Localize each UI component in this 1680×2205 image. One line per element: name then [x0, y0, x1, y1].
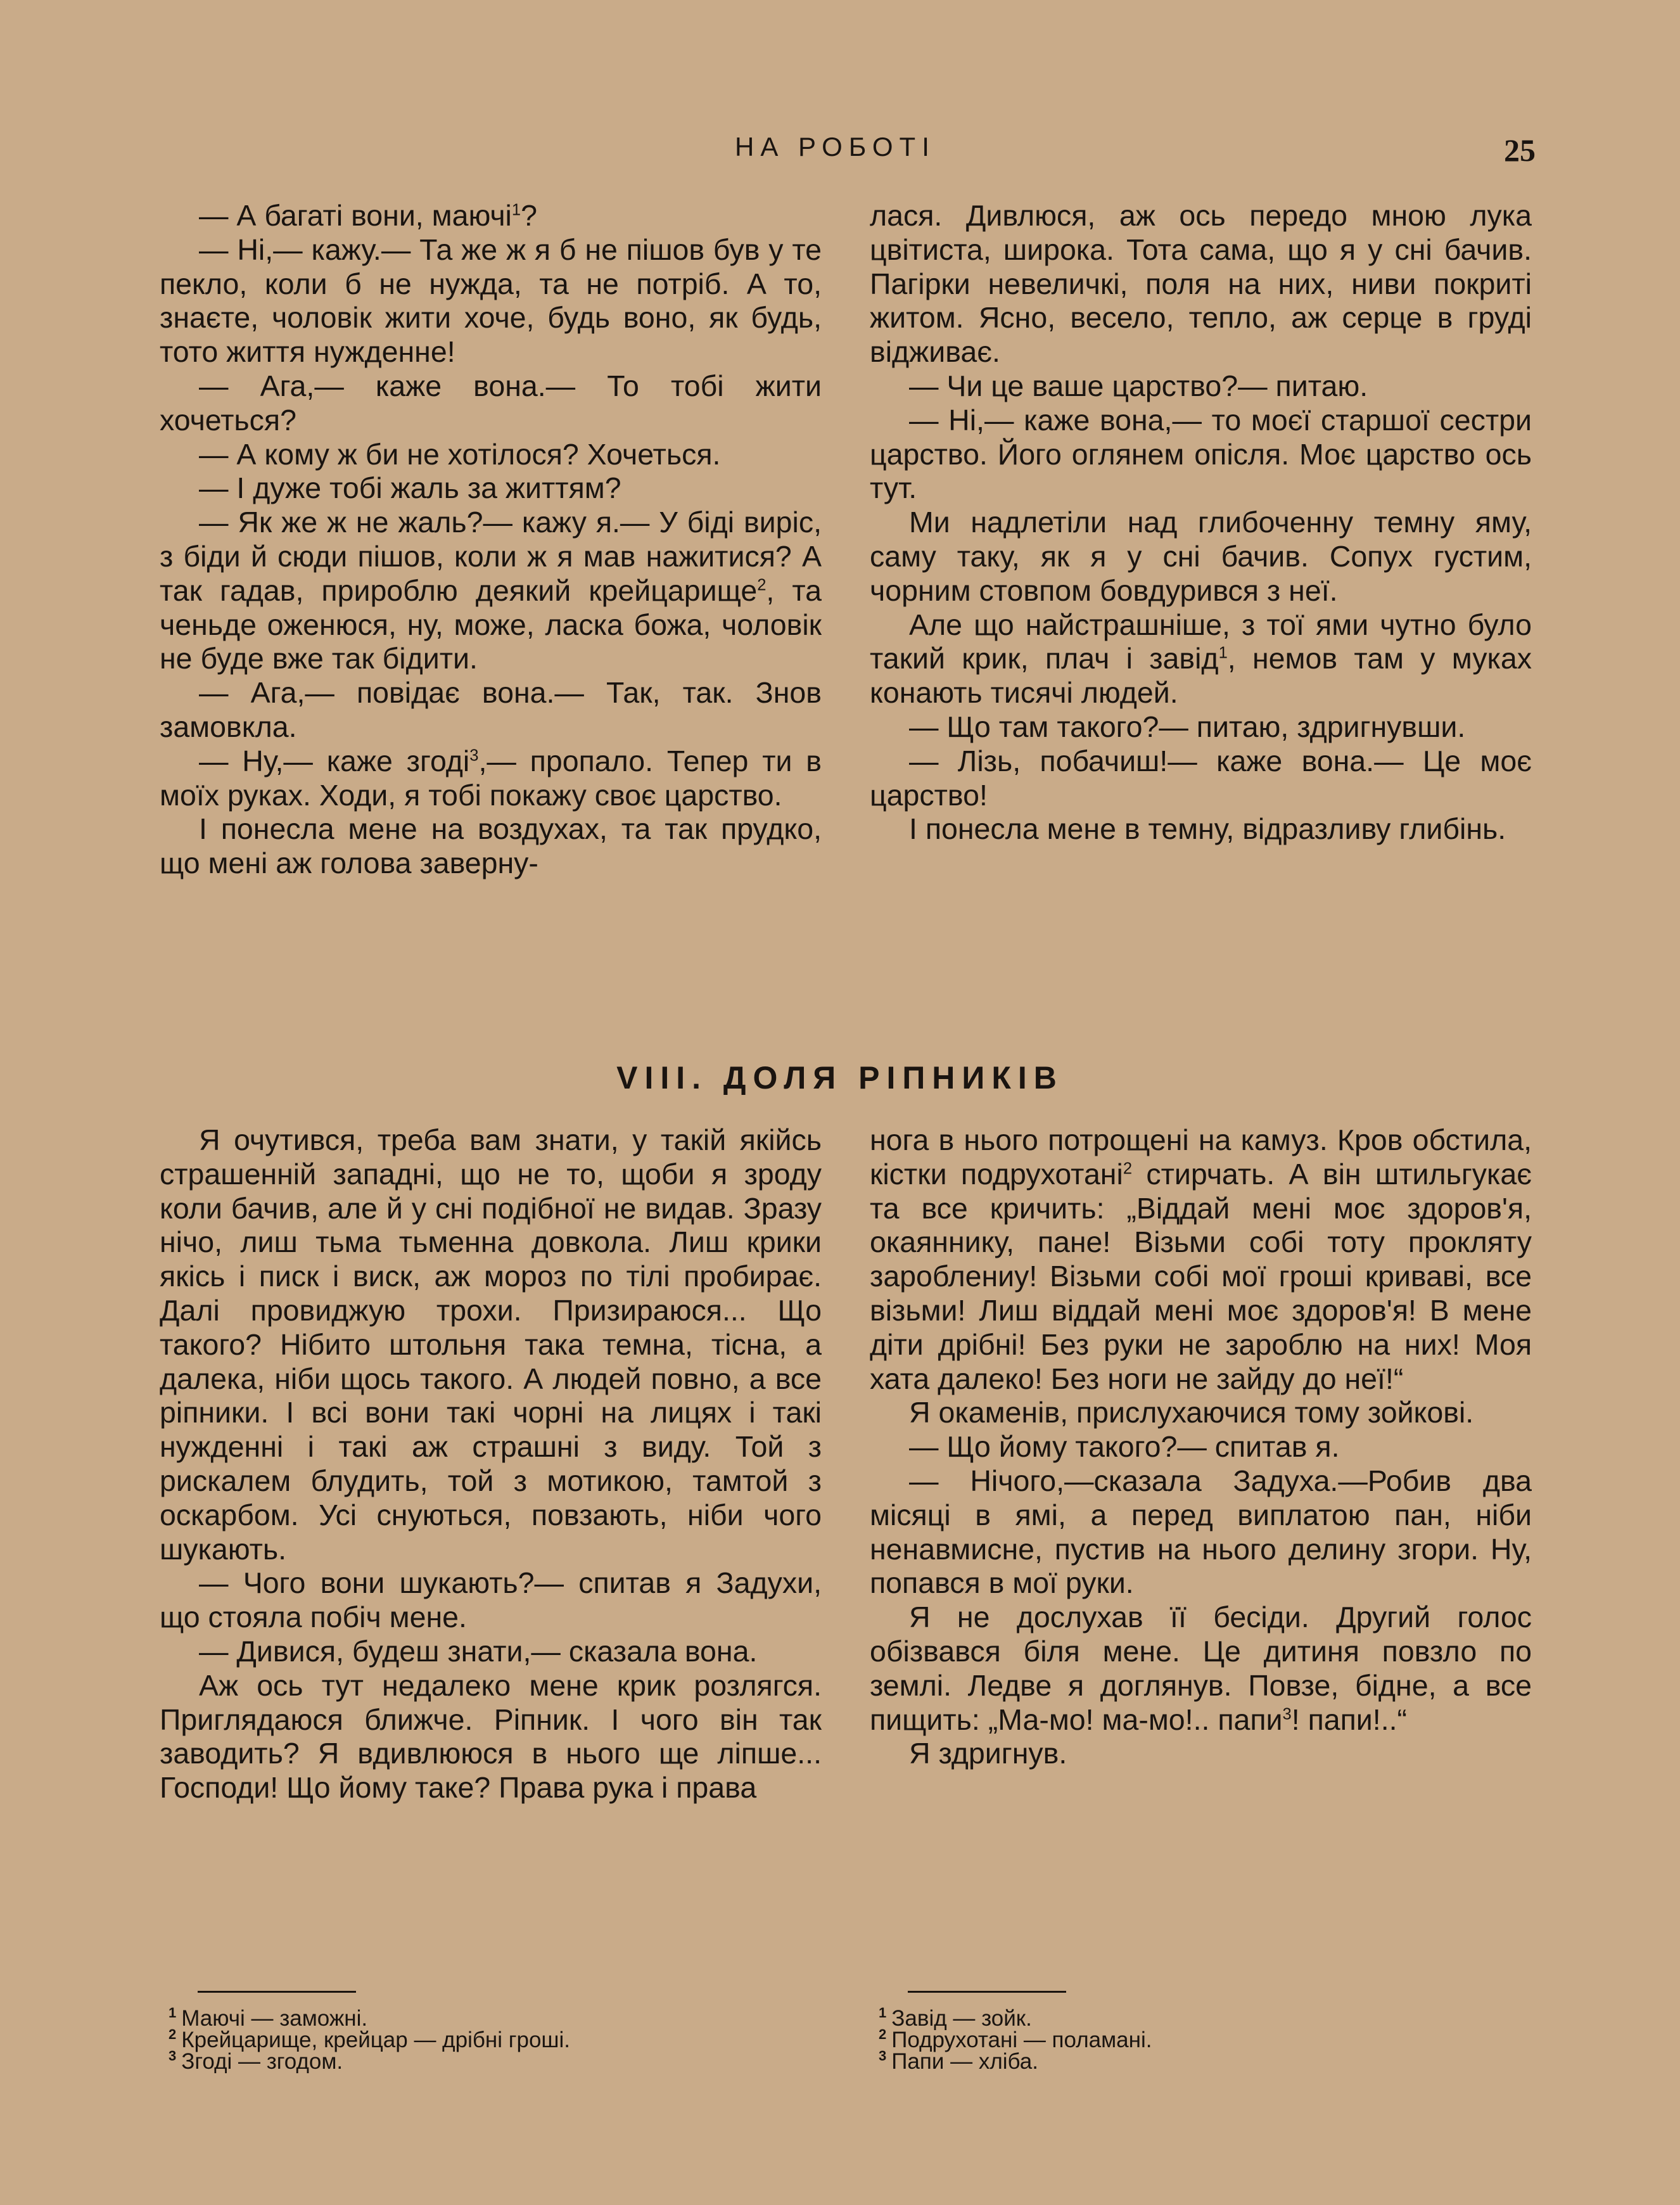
footnotes-left — [160, 1991, 793, 2073]
paragraph-text: ,— пропало. Тепер ти в моїх руках. Ходи, я тобі покажу своє царство. — [160, 744, 822, 812]
footnote — [160, 2026, 793, 2052]
footnote — [870, 2026, 1503, 2052]
footnote-list — [160, 2005, 793, 2074]
footnote — [870, 2005, 1503, 2031]
paragraph — [160, 745, 822, 813]
paragraph — [870, 608, 1532, 710]
paragraph — [160, 1566, 822, 1635]
footnote-mark: 3 — [879, 2048, 887, 2064]
column-bottom-left — [160, 1123, 822, 1805]
paragraph-text: І понесла мене на воздухах, та так прудко, що мені аж голова заверну- — [160, 812, 822, 880]
paragraph-text: — Що йому такого?— спитав я. — [909, 1430, 1340, 1464]
footnote-mark: 1 — [1218, 644, 1228, 662]
paragraph-text: , немов там у муках конають тисячі людей. — [870, 642, 1532, 710]
footnote-mark: 3 — [1282, 1705, 1292, 1723]
paragraph — [160, 1635, 822, 1669]
paragraph — [870, 369, 1532, 404]
paragraph — [160, 471, 822, 506]
footnote-text: Згоді — згодом. — [181, 2049, 343, 2074]
paragraph — [160, 199, 822, 233]
running-head: НА РОБОТІ — [735, 132, 936, 162]
paragraph-text: — Дивися, будеш знати,— сказала вона. — [199, 1634, 758, 1668]
paragraph — [870, 1430, 1532, 1464]
paragraph-text: Ми надлетіли над глибоченну темну яму, саму таку, як я у сні бачив. Сопух густим, чорним стовпом бовдурився з неї. — [870, 506, 1532, 607]
paragraph-text: — Ага,— каже вона.— То тобі жити хочеться? — [160, 369, 822, 437]
paragraph — [870, 1396, 1532, 1430]
paragraph-text: — Ні,— кажу.— Та же ж я б не пішов був у те пекло, коли б не нужда, та не потріб. А то, знаєте, чоловік жити хоче, будь воно, як будь, тото життя нужденне! — [160, 233, 822, 369]
column-top-left — [160, 199, 822, 881]
paragraph — [160, 506, 822, 676]
paragraph-text: — Як же ж не жаль?— кажу я.— У біді виріс, з біди й сюди пішов, коли ж я мав нажитися? А так гадав, прироблю деякий крейцарище — [160, 506, 822, 607]
column-bottom-right — [870, 1123, 1532, 1771]
paragraph-text: — Ну,— каже згоді — [199, 744, 470, 777]
paragraph-text: Я очутився, треба вам знати, у такій якійсь страшенній западні, що не то, щоби я зроду коли бачив, але й у сні подібної не видав. Зразу нічо, лиш тьма тьменна довкола. Лиш крики якісь і писк і виск, аж мороз по тілі пробирає. Далі провиджую трохи. Призираюся... Що такого? Нібито штольня така темна, тісна, а далека, ніби щось такого. А людей повно, а все ріпники. І всі вони такі чорні на лицях і такі нужденні і такі аж страшні з виду. Той з рискалем блудить, той з мотикою, тамтой з оскарбом. Усі снуються, повзають, ніби чого шукають. — [160, 1123, 822, 1566]
footnote-mark: 1 — [879, 2005, 887, 2021]
paragraph-text: ? — [521, 199, 537, 232]
paragraph — [160, 438, 822, 472]
paragraph — [870, 1464, 1532, 1601]
footnote-mark: 2 — [169, 2026, 177, 2043]
paragraph-text: Але що найстрашніше, з тої ями чутно було такий крик, плач і завід — [870, 608, 1532, 675]
page-header — [0, 132, 1680, 176]
paragraph — [870, 812, 1532, 847]
paragraph-text: — Ага,— повідає вона.— Так, так. Знов замовкла. — [160, 676, 822, 743]
paragraph — [160, 1669, 822, 1805]
footnote-mark: 2 — [879, 2026, 887, 2043]
footnote-text: Завід — зойк. — [891, 2006, 1032, 2031]
paragraph — [870, 506, 1532, 608]
footnote-mark: 1 — [511, 201, 521, 219]
footnote-mark: 3 — [169, 2048, 177, 2064]
footnote — [160, 2048, 793, 2074]
paragraph — [870, 745, 1532, 813]
paragraph-text: — Чого вони шукають?— спитав я Задухи, що стояла побіч мене. — [160, 1566, 822, 1634]
paragraph-text: Я не дослухав її бесіди. Другий голос обізвався біля мене. Це дитиня повзло по землі. Ледве я доглянув. Повзе, бідне, а все пищить: „Ма-мо! ма-мо!.. папи — [870, 1601, 1532, 1736]
paragraph-text: ! папи!..“ — [1291, 1703, 1408, 1736]
paragraph-text: — Ні,— каже вона,— то моєї старшої сестри царство. Його оглянем опісля. Моє царство ось тут. — [870, 403, 1532, 505]
footnote-text: Крейцарище, крейцар — дрібні гроші. — [181, 2028, 570, 2052]
paragraph — [870, 199, 1532, 369]
footnote-mark: 1 — [169, 2005, 177, 2021]
paragraph-text: , та ченьде оженюся, ну, може, ласка божа, чоловік не буде вже так бідити. — [160, 573, 822, 675]
paragraph — [160, 369, 822, 438]
footnote-mark: 3 — [469, 746, 479, 765]
paragraph-text: — Нічого,—сказала Задуха.—Робив два місяці в ямі, а перед виплатою пан, ніби ненавмисне, пустив на нього делину згори. Ну, попався в мої руки. — [870, 1464, 1532, 1600]
paragraph-text: лася. Дивлюся, аж ось передо мною лука цвітиста, широка. Тота сама, що я у сні бачив. Пагірки невеличкі, поля на них, ниви покриті житом. Ясно, весело, тепло, аж серце в груді відживає. — [870, 199, 1532, 369]
footnote-list — [870, 2005, 1503, 2074]
paragraph-text: — Чи це ваше царство?— питаю. — [909, 369, 1368, 402]
section-title: VIII. ДОЛЯ РІПНИКІВ — [616, 1060, 1064, 1096]
paragraph — [160, 676, 822, 745]
page-number: 25 — [1504, 132, 1536, 168]
paragraph — [160, 233, 822, 369]
column-top-right — [870, 199, 1532, 847]
footnotes-right — [870, 1991, 1503, 2073]
paragraph — [160, 812, 822, 881]
paragraph-text: — А кому ж би не хотілося? Хочеться. — [199, 437, 721, 471]
footnote — [870, 2048, 1503, 2074]
paragraph — [160, 1123, 822, 1566]
paragraph — [870, 404, 1532, 506]
paragraph-text: нога в нього потрощені на камуз. Кров обстила, кістки подрухотані — [870, 1123, 1532, 1191]
paragraph — [870, 710, 1532, 745]
paragraph-text: Я здригнув. — [909, 1737, 1067, 1770]
footnote-text: Подрухотані — поламані. — [891, 2028, 1152, 2052]
footnote — [160, 2005, 793, 2031]
paragraph-text: стирчать. А він штильгукає та все кричить: „Віддай мені моє здоров'я, окаяннику, пане! Візьми собі тоту прокляту зароблениу! Візьми собі мої гроші криваві, все візьми! Лиш віддай мені моє здоров'я! В мене діти дрібні! Без руки не зароблю на них! Моя хата далеко! Без ноги не зайду до неї!“ — [870, 1157, 1532, 1395]
paragraph — [870, 1601, 1532, 1737]
footnote-rule — [908, 1991, 1066, 1993]
footnote-mark: 2 — [1123, 1160, 1133, 1178]
footnote-rule — [198, 1991, 356, 1993]
paragraph — [870, 1737, 1532, 1771]
paragraph-text: — А багаті вони, маючі — [199, 199, 512, 232]
footnote-text: Маючі — заможні. — [181, 2006, 368, 2031]
paragraph-text: — І дуже тобі жаль за життям? — [199, 471, 621, 505]
paragraph-text: І понесла мене в темну, відразливу глибінь. — [909, 812, 1506, 846]
paragraph-text: — Лізь, побачиш!— каже вона.— Це моє царство! — [870, 744, 1532, 812]
footnote-mark: 2 — [757, 576, 767, 594]
footnote-text: Папи — хліба. — [891, 2049, 1038, 2074]
paragraph-text: — Що там такого?— питаю, здригнувши. — [909, 710, 1466, 743]
paragraph-text: Аж ось тут недалеко мене крик розлягся. Приглядаюся ближче. Ріпник. І чого він так заводить? Я вдивлююся в нього ще ліпше... Господи! Що йому таке? Права рука і права — [160, 1668, 822, 1805]
paragraph-text: Я окаменів, прислухаючися тому зойкові. — [909, 1396, 1474, 1429]
paragraph — [870, 1123, 1532, 1396]
